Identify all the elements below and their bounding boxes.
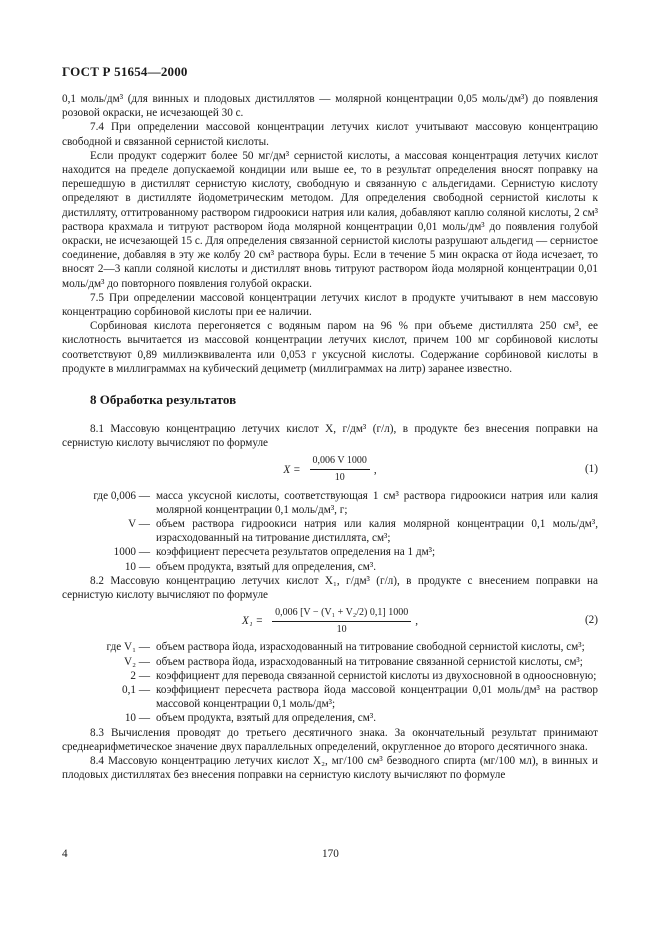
variable-symbol: 10 — bbox=[124, 560, 150, 573]
variable-description: объем продукта, взятый для определения, см³. bbox=[156, 712, 377, 725]
formula-1-fraction bbox=[310, 454, 370, 485]
variable-symbol: 10 — bbox=[124, 712, 150, 725]
paragraph-sorbic-acid: Сорбиновая кислота перегоняется с водяным паром на 96 % при объеме дистиллята 250 см³, ее кислотность вычитается из массовой концентрации летучих кислот, причем 100 мг сорбиновой кислоты соответствуют 0,89 миллиэквивалента или 0,053 г уксусной кислоты. Содержание сорбиновой кислоты в продукте в миллиграммах на кубический дециметр (миллиграммах на литр) заранее известно. bbox=[62, 320, 598, 375]
variable-symbol: 0,1 — bbox=[122, 683, 150, 696]
variable-description: объем продукта, взятый для определения, см³. bbox=[156, 560, 377, 573]
formula-1-variables bbox=[62, 489, 598, 574]
variable-item bbox=[62, 517, 598, 545]
formula-2-number: (2) bbox=[584, 614, 598, 627]
paragraph-8-3: 8.3 Вычисления проводят до третьего десятичного знака. За окончательный результат принимают среднеарифметическое значение двух параллельных определений, округленное до второго десятичного знака. bbox=[62, 726, 598, 753]
variable-item bbox=[62, 655, 598, 669]
variable-item bbox=[62, 683, 598, 711]
variable-item bbox=[62, 669, 598, 683]
formula-2-tail: , bbox=[415, 615, 419, 628]
paragraph-sulfurous-acid: Если продукт содержит более 50 мг/дм³ сернистой кислоты, а массовая концентрация летучих кислот находится на пределе допускаемой кондиции или выше ее, то в результат определения вносят поправку на перешедшую в дистиллят сернистую кислоту, свободную и связанную с альдегидами. Сернистую кислоту определяют в дистилляте йодометрическим методом. Для определения свободной сернистой кислоты к дистилляту, оттитрованному раствором гидроокиси натрия или калия, добавляют каплю соляной кислоты, 2 см³ раствора крахмала и титруют раствором йода молярной концентрации 0,01 моль/дм³ до появления голубой окраски, не исчезающей 15 с. Для определения связанной сернистой кислоты разрушают альдегид — сернистое соединение, добавляя в эту же колбу 20 см³ раствора буры. Если в течение 5 мин окраска от йода исчезает, то вносят 2—3 капли соляной кислоты и дистиллят вновь титруют раствором йода молярной концентрации 0,01 моль/дм³ до повторного появления голубой окраски. bbox=[62, 149, 599, 290]
formula-2-variables bbox=[62, 640, 598, 725]
formula-2-numerator: 0,006 [V − (V₁ + V₂/2) 0,1] 1000 bbox=[272, 606, 411, 622]
section-heading: 8 Обработка результатов bbox=[90, 392, 237, 408]
variable-description: коэффициент пересчета результатов определения на 1 дм³; bbox=[156, 546, 436, 559]
document-header-title: ГОСТ Р 51654—2000 bbox=[62, 64, 188, 79]
variable-description: объем раствора йода, израсходованный на титрование свободной сернистой кислоты, см³; bbox=[156, 641, 585, 654]
formula-1-denominator: 10 bbox=[334, 472, 345, 484]
formula-1-tail: , bbox=[373, 463, 377, 476]
formula-2-denominator: 10 bbox=[336, 623, 347, 635]
variable-symbol: V — bbox=[128, 518, 150, 531]
variable-description: коэффициент пересчета раствора йода массовой концентрации 0,01 моль/дм³ на раствор массовой концентрации 0,1 моль/дм³; bbox=[156, 683, 598, 711]
page-number-left: 4 bbox=[62, 848, 68, 860]
variable-item bbox=[62, 640, 598, 654]
variable-symbol: V₂ — bbox=[124, 655, 150, 668]
formula-1 bbox=[62, 455, 598, 485]
paragraph-7-4: 7.4 При определении массовой концентрации летучих кислот учитывают массовую концентрацию свободной и связанной сернистой кислоты. bbox=[62, 121, 598, 148]
variable-symbol: где V₁ — bbox=[106, 641, 150, 654]
paragraph-8-1: 8.1 Массовую концентрацию летучих кислот X, г/дм³ (г/л), в продукте без внесения поправки на сернистую кислоту вычисляют по формуле bbox=[62, 423, 598, 450]
paragraph-8-2: 8.2 Массовую концентрацию летучих кислот X₁, г/дм³ (г/л), в продукте с внесением поправки на сернистую кислоту вычисляют по формуле bbox=[62, 574, 598, 602]
variable-item bbox=[62, 560, 598, 574]
paragraph-continuation: 0,1 моль/дм³ (для винных и плодовых дистиллятов — молярной концентрации 0,05 моль/дм³) до появления розовой окраски, не исчезающей 30 с. bbox=[62, 93, 598, 120]
formula-2 bbox=[62, 606, 598, 636]
variable-description: масса уксусной кислоты, соответствующая 1 см³ раствора гидроокиси натрия или калия молярной концентрации 0,1 моль/дм³, г; bbox=[156, 489, 598, 516]
variable-item bbox=[62, 545, 598, 559]
formula-1-lhs: X = bbox=[283, 463, 301, 476]
paragraph-8-4: 8.4 Массовую концентрацию летучих кислот X₂, мг/100 см³ безводного спирта (мг/100 мл), в винных и плодовых дистиллятах без внесения поправки на сернистую кислоту вычисляют по формуле bbox=[62, 754, 598, 782]
formula-2-lhs: X₁ = bbox=[241, 615, 264, 628]
page-number-center: 170 bbox=[322, 848, 339, 860]
variable-description: коэффициент для перевода связанной сернистой кислоты из двухосновной в одноосновную; bbox=[156, 669, 597, 682]
variable-symbol: 1000 — bbox=[113, 546, 150, 559]
formula-1-number: (1) bbox=[584, 462, 598, 475]
paragraph-7-5: 7.5 При определении массовой концентрации летучих кислот в продукте учитывают в нем массовую концентрацию сорбиновой кислоты при ее наличии. bbox=[62, 291, 598, 319]
variable-item bbox=[62, 711, 598, 725]
variable-description: объем раствора гидроокиси натрия или калия молярной концентрации 0,1 моль/дм³, израсходованный на титрование дистиллята, см³; bbox=[156, 518, 598, 545]
variable-item bbox=[62, 489, 598, 517]
formula-2-fraction bbox=[272, 606, 411, 637]
document-body bbox=[62, 92, 598, 782]
formula-1-numerator: 0,006 V 1000 bbox=[310, 454, 370, 470]
variable-symbol: 2 — bbox=[130, 669, 150, 682]
variable-description: объем раствора йода, израсходованный на титрование связанной сернистой кислоты, см³; bbox=[156, 655, 583, 668]
variable-symbol: где 0,006 — bbox=[93, 489, 150, 502]
